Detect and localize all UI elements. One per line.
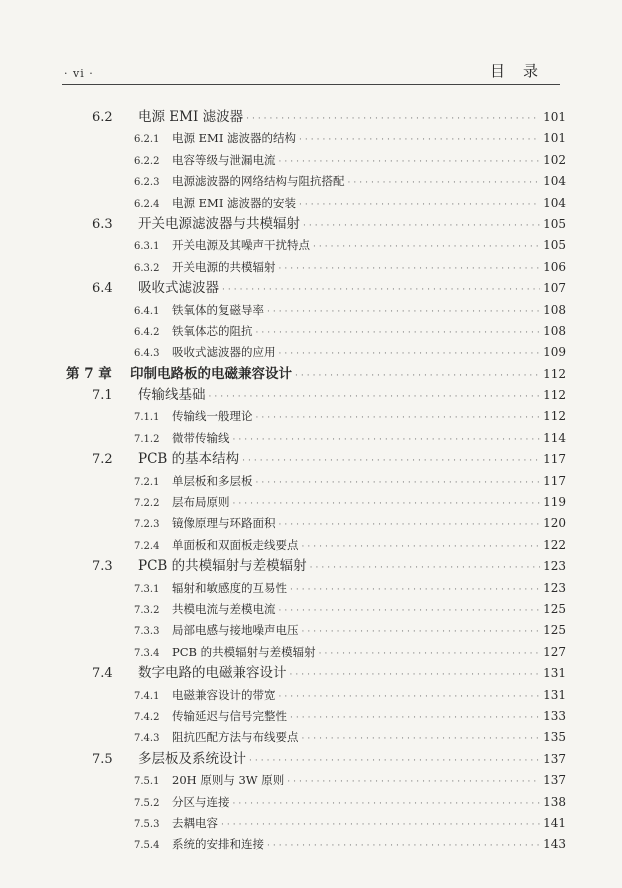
toc-entry-number: 6.4 xyxy=(92,281,113,297)
toc-entry-page: 135 xyxy=(543,730,566,745)
toc-entry-number: 7.2.4 xyxy=(134,540,160,552)
toc-entry-number: 6.2.4 xyxy=(134,198,160,210)
toc-entry-title: 20H 原则与 3W 原则 xyxy=(172,773,285,788)
toc-entry-sub xyxy=(66,599,566,620)
toc-entry-page: 125 xyxy=(543,601,566,616)
toc-leader-dots xyxy=(290,708,540,729)
toc-leader-dots xyxy=(242,451,540,472)
toc-entry-page: 108 xyxy=(543,302,566,317)
toc-leader-dots xyxy=(249,751,540,772)
toc-entry-title: 电源滤波器的网络结构与阻抗搭配 xyxy=(172,174,345,189)
toc-leader-dots xyxy=(267,302,540,323)
toc-leader-dots xyxy=(295,366,540,387)
toc-entry-page: 104 xyxy=(543,174,566,189)
toc-entry-number: 6.2 xyxy=(92,110,113,125)
toc-entry-page: 105 xyxy=(543,238,566,253)
toc-entry-number: 第 7 章 xyxy=(66,365,112,382)
toc-entry-title: 镜像原理与环路面积 xyxy=(172,516,276,531)
header-rule xyxy=(62,84,560,85)
toc-entry-page: 109 xyxy=(543,345,566,360)
toc-leader-dots xyxy=(319,644,540,665)
toc-entry-sub xyxy=(66,235,566,256)
toc-entry-sub xyxy=(66,834,566,855)
toc-entry-title: 共模电流与差模电流 xyxy=(172,601,276,616)
toc-entry-sub xyxy=(66,406,566,427)
toc-leader-dots xyxy=(279,152,541,173)
table-of-contents xyxy=(66,107,566,856)
toc-entry-number: 6.3.2 xyxy=(134,262,160,274)
toc-entry-sub xyxy=(66,342,566,363)
toc-entry-page: 137 xyxy=(543,751,566,766)
toc-entry-title: 电磁兼容设计的带宽 xyxy=(172,687,276,702)
toc-leader-dots xyxy=(302,729,541,750)
toc-entry-page: 143 xyxy=(543,837,566,852)
toc-entry-sub xyxy=(66,128,566,149)
toc-entry-number: 6.4.2 xyxy=(134,326,160,338)
toc-entry-page: 138 xyxy=(543,794,566,809)
toc-entry-sub xyxy=(66,727,566,748)
toc-entry-section xyxy=(66,749,566,770)
toc-leader-dots xyxy=(290,665,541,686)
toc-leader-dots xyxy=(279,344,541,365)
toc-entry-title: 局部电感与接地噪声电压 xyxy=(172,623,299,638)
toc-leader-dots xyxy=(302,622,541,643)
toc-entry-number: 6.3 xyxy=(92,216,113,232)
toc-entry-title: PCB 的基本结构 xyxy=(138,451,240,468)
toc-entry-title: 电容等级与泄漏电流 xyxy=(172,152,276,167)
toc-entry-section xyxy=(66,556,566,577)
toc-entry-sub xyxy=(66,642,566,663)
toc-leader-dots xyxy=(233,494,541,515)
toc-entry-page: 105 xyxy=(543,216,566,231)
toc-leader-dots xyxy=(310,558,540,579)
toc-entry-number: 6.4.3 xyxy=(134,348,160,360)
toc-leader-dots xyxy=(233,430,541,451)
toc-entry-page: 101 xyxy=(543,110,566,124)
toc-entry-sub xyxy=(66,321,566,342)
toc-entry-sub xyxy=(66,620,566,641)
toc-entry-page: 107 xyxy=(543,281,566,296)
toc-leader-dots xyxy=(302,537,541,558)
toc-entry-title: 系统的安排和连接 xyxy=(172,837,264,852)
toc-entry-sub xyxy=(66,492,566,513)
toc-entry-sub xyxy=(66,193,566,214)
toc-entry-number: 6.2.1 xyxy=(134,134,160,146)
toc-entry-sub xyxy=(66,171,566,192)
toc-entry-page: 112 xyxy=(543,409,566,424)
toc-entry-number: 7.5.4 xyxy=(134,840,160,852)
toc-entry-page: 117 xyxy=(543,452,566,467)
toc-entry-title: 吸收式滤波器 xyxy=(138,280,219,297)
toc-entry-title: 分区与连接 xyxy=(172,794,230,809)
toc-entry-sub xyxy=(66,428,566,449)
toc-entry-section xyxy=(66,107,566,128)
toc-leader-dots xyxy=(279,687,541,708)
toc-entry-number: 7.4.3 xyxy=(134,733,160,745)
toc-leader-dots xyxy=(290,580,540,601)
toc-entry-title: 数字电路的电磁兼容设计 xyxy=(138,665,287,682)
toc-entry-section xyxy=(66,214,566,235)
toc-entry-title: 开关电源及其噪声干扰特点 xyxy=(172,238,310,253)
toc-entry-title: 单面板和双面板走线要点 xyxy=(172,537,299,552)
toc-leader-dots xyxy=(256,408,541,429)
toc-entry-title: 传输线一般理论 xyxy=(172,409,253,424)
toc-entry-sub xyxy=(66,150,566,171)
toc-entry-number: 7.2.2 xyxy=(134,498,160,510)
toc-entry-title: 印制电路板的电磁兼容设计 xyxy=(130,365,292,382)
toc-entry-chapter xyxy=(66,364,566,385)
toc-entry-sub xyxy=(66,300,566,321)
toc-leader-dots xyxy=(222,280,540,301)
toc-entry-page: 102 xyxy=(543,152,566,167)
toc-leader-dots xyxy=(299,195,540,216)
toc-entry-section xyxy=(66,663,566,684)
toc-entry-number: 7.1 xyxy=(92,388,113,404)
toc-entry-page: 106 xyxy=(543,259,566,274)
toc-entry-number: 7.3.4 xyxy=(134,647,160,659)
toc-entry-sub xyxy=(66,792,566,813)
toc-entry-section xyxy=(66,278,566,299)
toc-entry-sub xyxy=(66,513,566,534)
toc-entry-page: 108 xyxy=(543,323,566,338)
toc-entry-title: 微带传输线 xyxy=(172,430,230,445)
toc-leader-dots xyxy=(348,173,541,194)
toc-entry-sub xyxy=(66,770,566,791)
toc-entry-title: 多层板及系统设计 xyxy=(138,750,246,767)
toc-entry-number: 7.4 xyxy=(92,666,113,682)
toc-entry-page: 120 xyxy=(543,516,566,531)
toc-leader-dots xyxy=(267,836,540,857)
toc-leader-dots xyxy=(313,237,540,258)
toc-entry-number: 7.1.2 xyxy=(134,433,160,445)
toc-entry-title: 辐射和敏感度的互易性 xyxy=(172,580,287,595)
toc-entry-number: 7.5 xyxy=(92,751,113,767)
toc-entry-title: 铁氧体的复磁导率 xyxy=(172,302,264,317)
toc-entry-sub xyxy=(66,685,566,706)
page-number-label: · vi · xyxy=(64,67,94,80)
toc-entry-number: 7.3.1 xyxy=(134,583,160,595)
toc-entry-number: 7.4.2 xyxy=(134,711,160,723)
toc-entry-page: 119 xyxy=(543,495,566,510)
toc-entry-page: 123 xyxy=(543,559,566,574)
toc-entry-sub xyxy=(66,706,566,727)
toc-leader-dots xyxy=(303,216,540,237)
toc-entry-page: 133 xyxy=(543,708,566,723)
toc-entry-page: 114 xyxy=(543,430,566,445)
toc-entry-title: PCB 的共模辐射与差模辐射 xyxy=(138,558,307,575)
toc-leader-dots xyxy=(221,815,540,836)
toc-entry-sub xyxy=(66,257,566,278)
toc-entry-page: 117 xyxy=(543,473,566,488)
toc-entry-section xyxy=(66,449,566,470)
toc-entry-page: 122 xyxy=(543,537,566,552)
toc-entry-title: 电源 EMI 滤波器的结构 xyxy=(172,131,297,146)
toc-entry-number: 7.5.2 xyxy=(134,797,160,809)
toc-leader-dots xyxy=(279,515,541,536)
toc-entry-number: 7.3 xyxy=(92,559,113,575)
toc-entry-title: 吸收式滤波器的应用 xyxy=(172,345,276,360)
toc-entry-page: 131 xyxy=(543,666,566,681)
toc-entry-page: 112 xyxy=(543,366,566,381)
toc-entry-number: 6.3.1 xyxy=(134,241,160,253)
toc-entry-number: 7.2.1 xyxy=(134,476,160,488)
toc-entry-sub xyxy=(66,535,566,556)
toc-leader-dots xyxy=(246,109,540,130)
toc-entry-title: 层布局原则 xyxy=(172,495,230,510)
toc-entry-page: 123 xyxy=(543,580,566,595)
toc-entry-title: 电源 EMI 滤波器的安装 xyxy=(172,195,297,210)
toc-entry-page: 101 xyxy=(543,131,566,146)
toc-entry-title: PCB 的共模辐射与差模辐射 xyxy=(172,644,316,659)
toc-entry-number: 6.2.2 xyxy=(134,155,160,167)
running-header-title: 目录 xyxy=(489,62,556,80)
toc-entry-title: 阻抗匹配方法与布线要点 xyxy=(172,730,299,745)
toc-entry-page: 125 xyxy=(543,623,566,638)
toc-leader-dots xyxy=(256,473,541,494)
toc-leader-dots xyxy=(256,323,541,344)
toc-entry-sub xyxy=(66,471,566,492)
toc-entry-title: 铁氧体芯的阻抗 xyxy=(172,323,253,338)
toc-entry-sub xyxy=(66,813,566,834)
toc-leader-dots xyxy=(279,259,541,280)
toc-entry-page: 141 xyxy=(543,815,566,830)
toc-entry-page: 112 xyxy=(543,388,566,403)
toc-entry-title: 电源 EMI 滤波器 xyxy=(138,109,244,125)
toc-entry-section xyxy=(66,385,566,406)
toc-entry-number: 7.1.1 xyxy=(134,412,160,424)
toc-entry-title: 去耦电容 xyxy=(172,815,218,830)
toc-entry-sub xyxy=(66,578,566,599)
toc-entry-title: 开关电源滤波器与共模辐射 xyxy=(138,215,300,232)
toc-entry-title: 传输延迟与信号完整性 xyxy=(172,708,287,723)
toc-entry-number: 7.2 xyxy=(92,452,113,468)
toc-entry-number: 7.2.3 xyxy=(134,519,160,531)
toc-leader-dots xyxy=(233,794,541,815)
toc-entry-title: 传输线基础 xyxy=(138,387,206,404)
toc-entry-number: 7.3.3 xyxy=(134,626,160,638)
toc-entry-number: 7.5.3 xyxy=(134,818,160,830)
toc-entry-number: 7.4.1 xyxy=(134,690,160,702)
toc-entry-number: 7.3.2 xyxy=(134,604,160,616)
toc-entry-title: 单层板和多层板 xyxy=(172,473,253,488)
toc-entry-number: 7.5.1 xyxy=(134,776,160,788)
toc-entry-page: 137 xyxy=(543,773,566,788)
toc-entry-number: 6.4.1 xyxy=(134,305,160,317)
toc-leader-dots xyxy=(287,772,540,793)
toc-leader-dots xyxy=(209,387,541,408)
toc-leader-dots xyxy=(299,130,540,151)
toc-entry-page: 104 xyxy=(543,195,566,210)
toc-entry-page: 127 xyxy=(543,644,566,659)
toc-entry-title: 开关电源的共模辐射 xyxy=(172,259,276,274)
toc-entry-number: 6.2.3 xyxy=(134,177,160,189)
toc-leader-dots xyxy=(279,601,541,622)
toc-entry-page: 131 xyxy=(543,687,566,702)
